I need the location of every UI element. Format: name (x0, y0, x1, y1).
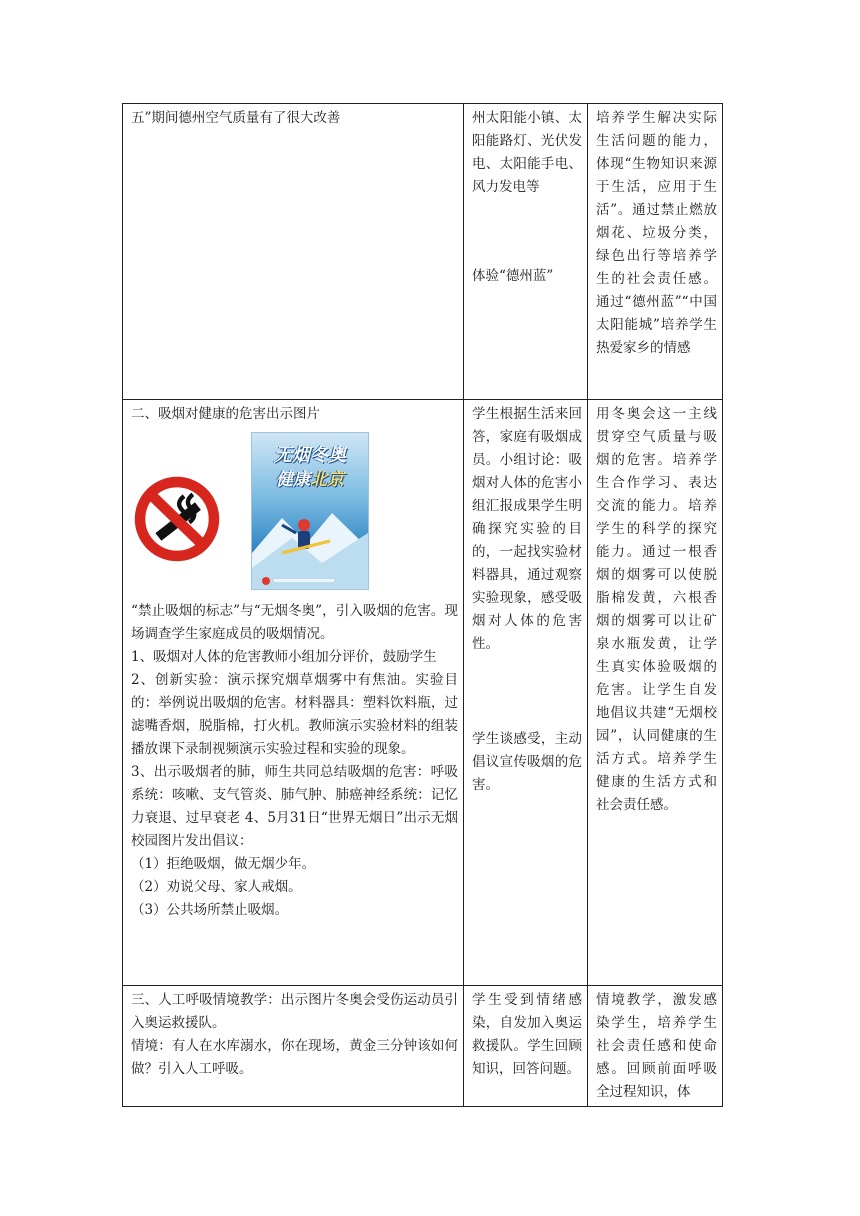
smoke-free-olympics-poster (251, 432, 369, 590)
paragraph: 五”期间德州空气质量有了很大改善 (131, 110, 341, 126)
table-row (123, 400, 723, 986)
section-heading: 二、吸烟对健康的危害出示图片 (131, 406, 320, 422)
student-activity-cell (464, 986, 588, 1107)
paragraph: 3、出示吸烟者的肺，师生共同总结吸烟的危害：呼吸系统：咳嗽、支气管炎、肺气肿、肺癌神经系统：记忆力衰退、过早衰老 4、5月31日“世界无烟日”出示无烟校园图片发出倡议： (131, 764, 458, 849)
list-item: （1）拒绝吸烟，做无烟少年。 (131, 856, 316, 872)
list-item: （3）公共场所禁止吸烟。 (131, 902, 289, 918)
paragraph: 学生受到情绪感染，自发加入奥运救援队。学生回顾知识，回答问题。 (472, 992, 582, 1077)
paragraph: 体验“德州蓝” (472, 268, 554, 284)
design-intent-cell (588, 400, 723, 986)
paragraph: 用冬奥会这一主线贯穿空气质量与吸烟的危害。培养学生合作学习、表达交流的能力。培养学生的科学的探究能力。通过一根香烟的烟雾可以使脱脂棉发黄，六根香烟的烟雾可以让矿泉水瓶发黄，让学生真实体验吸烟的危害。让学生自发地倡议共建“无烟校园”，认同健康的生活方式。培养学生健康的生活方式和社会责任感。 (596, 406, 717, 813)
table-row (123, 986, 723, 1107)
paragraph: 学生谈感受，主动倡议宣传吸烟的危害。 (472, 731, 582, 793)
paragraph: 培养学生解决实际生活问题的能力，体现“生物知识来源于生活，应用于生活”。通过禁止燃放烟花、垃圾分类，绿色出行等培养学生的社会责任感。通过“德州蓝”“中国太阳能城”培养学生热爱家乡的情感 (596, 110, 717, 356)
image-group (131, 432, 458, 592)
section-heading: 三、人工呼吸情境教学：出示图片冬奥会受伤运动员引入奥运救援队。 (131, 992, 458, 1031)
paragraph: 州太阳能小镇、太阳能路灯、光伏发电、太阳能手电、风力发电等 (472, 110, 582, 195)
table-row (123, 104, 723, 400)
design-intent-cell (588, 986, 723, 1107)
teacher-activity-cell (123, 400, 464, 986)
paragraph: “禁止吸烟的标志”与“无烟冬奥”，引入吸烟的危害。现场调查学生家庭成员的吸烟情况。 (131, 603, 458, 642)
no-smoking-sign-icon (133, 475, 221, 563)
poster-title: 无烟冬奥 (274, 445, 346, 466)
poster-subtitle: 健康北京 (276, 470, 344, 490)
lesson-plan-table (122, 103, 723, 1107)
student-activity-cell (464, 104, 588, 400)
teacher-activity-cell (123, 104, 464, 400)
teacher-activity-cell (123, 986, 464, 1107)
paragraph: 情境：有人在水库溺水，你在现场，黄金三分钟该如何做？引入人工呼吸。 (131, 1038, 458, 1077)
list-item: （2）劝说父母、家人戒烟。 (131, 879, 302, 895)
paragraph: 情境教学，激发感染学生，培养学生社会责任感和使命感。回顾前面呼吸全过程知识，体 (596, 992, 717, 1100)
paragraph: 2、创新实验：演示探究烟草烟雾中有焦油。实验目的：举例说出吸烟的危害。材料器具：塑料饮料瓶，过滤嘴香烟，脱脂棉，打火机。教师演示实验材料的组装播放课下录制视频演示实验过程和实验的现象。 (131, 672, 458, 757)
paragraph: 学生根据生活来回答，家庭有吸烟成员。小组讨论：吸烟对人体的危害小组汇报成果学生明确探究实验的目的，一起找实验材料器具，通过观察实验现象，感受吸烟对人体的危害性。 (472, 406, 582, 652)
design-intent-cell (588, 104, 723, 400)
paragraph: 1、吸烟对人体的危害教师小组加分评价，鼓励学生 (131, 649, 437, 665)
student-activity-cell (464, 400, 588, 986)
